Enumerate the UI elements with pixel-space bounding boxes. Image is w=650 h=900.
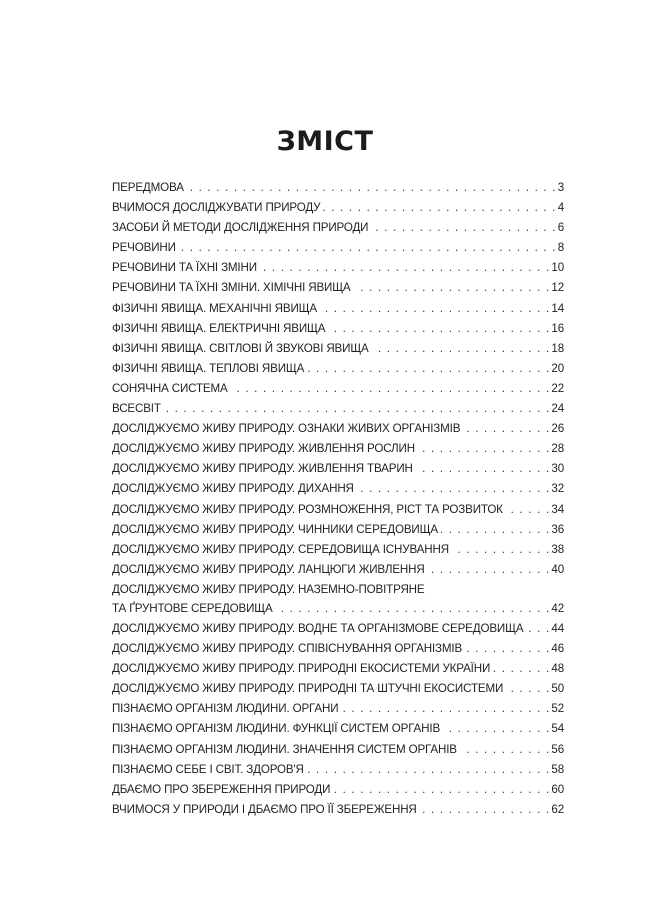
dot-leader — [506, 679, 550, 699]
toc-entry-title: РЕЧОВИНИ ТА ЇХНІ ЗМІНИ — [112, 261, 257, 275]
dot-leader — [276, 599, 551, 619]
toc-entry-page: 20 — [551, 361, 564, 375]
toc-entry-page: 12 — [551, 281, 564, 295]
toc-entry-title: ДОСЛІДЖУЄМО ЖИВУ ПРИРОДУ. ПРИРОДНІ ЕКОСИСТЕМИ УКРАЇНИ — [112, 662, 491, 676]
dot-leader — [333, 780, 550, 800]
dot-leader — [323, 198, 556, 218]
toc-entry[interactable] — [112, 800, 564, 820]
toc-entry-page: 54 — [551, 722, 564, 736]
toc-entry-title: ДОСЛІДЖУЄМО ЖИВУ ПРИРОДУ. РОЗМНОЖЕННЯ, РІСТ ТА РОЗВИТОК — [112, 502, 503, 516]
toc-entry[interactable] — [112, 339, 564, 359]
toc-entry-title: ПЕРЕДМОВА — [112, 181, 184, 194]
toc-entry-title: ДОСЛІДЖУЄМО ЖИВУ ПРИРОДУ. ВОДНЕ ТА ОРГАНІЗМОВЕ СЕРЕДОВИЩА — [112, 621, 524, 635]
toc-entry-title: РЕЧОВИНИ — [112, 241, 176, 255]
toc-entry-page: 16 — [551, 321, 564, 335]
toc-entry-page: 6 — [557, 221, 564, 235]
dot-leader — [420, 800, 551, 820]
toc-entry[interactable] — [112, 619, 564, 639]
toc-entry[interactable] — [112, 719, 564, 739]
toc-entry-title: ФІЗИЧНІ ЯВИЩА. ТЕПЛОВІ ЯВИЩА — [112, 361, 305, 375]
toc-entry[interactable] — [112, 198, 564, 218]
toc-entry-title: ДОСЛІДЖУЄМО ЖИВУ ПРИРОДУ. ОЗНАКИ ЖИВИХ ОРГАНІЗМІВ — [112, 422, 461, 436]
toc-entry-page: 14 — [551, 301, 564, 315]
dot-leader — [526, 619, 550, 639]
toc-entry-page: 4 — [557, 201, 564, 215]
dot-leader — [354, 279, 551, 299]
toc-entry-page: 50 — [551, 682, 564, 696]
dot-leader — [443, 720, 550, 740]
toc-entry-title-line2: ТА ҐРУНТОВЕ СЕРЕДОВИЩА — [112, 601, 273, 615]
dot-leader — [463, 419, 550, 439]
toc-entry-page: 8 — [557, 241, 564, 255]
toc-entry[interactable] — [112, 258, 564, 278]
dot-leader — [260, 258, 550, 278]
toc-entry-title: СОНЯЧНА СИСТЕМА — [112, 381, 228, 395]
dot-leader — [328, 319, 550, 339]
toc-entry-title: ФІЗИЧНІ ЯВИЩА. СВІТЛОВІ Й ЗВУКОВІ ЯВИЩА — [112, 341, 369, 355]
toc-entry[interactable] — [112, 699, 564, 719]
toc-entry-title: ДОСЛІДЖУЄМО ЖИВУ ПРИРОДУ. СПІВІСНУВАННЯ ОРГАНІЗМІВ — [112, 642, 463, 656]
toc-entry[interactable] — [112, 218, 564, 238]
toc-entry[interactable] — [112, 299, 564, 319]
toc-entry[interactable] — [112, 560, 564, 580]
toc-entry-page: 48 — [551, 662, 564, 676]
toc-entry-title: ПІЗНАЄМО ОРГАНІЗМ ЛЮДИНИ. ФУНКЦІЇ СИСТЕМ ОРГАНІВ — [112, 722, 441, 736]
toc-entry[interactable] — [112, 479, 564, 499]
dot-leader — [460, 740, 551, 760]
toc-entry-title: ПІЗНАЄМО ОРГАНІЗМ ЛЮДИНИ. ОРГАНИ — [112, 702, 339, 716]
toc-entry[interactable] — [112, 459, 564, 479]
toc-entry[interactable] — [112, 740, 564, 760]
dot-leader — [231, 379, 551, 399]
toc-entry[interactable] — [112, 178, 564, 198]
toc-entry-page: 44 — [551, 621, 564, 635]
toc-entry-page: 46 — [551, 642, 564, 656]
toc-entry[interactable] — [112, 540, 564, 560]
toc-entry-page: 62 — [551, 802, 564, 816]
page-title: ЗМІСТ — [276, 126, 374, 158]
toc-entry-page: 36 — [551, 522, 564, 536]
toc-entry-page: 28 — [551, 442, 564, 456]
toc-entry-title: ВЧИМОСЯ У ПРИРОДИ І ДБАЄМО ПРО ЇЇ ЗБЕРЕЖЕННЯ — [112, 802, 417, 816]
dot-leader — [372, 339, 551, 359]
toc-entry[interactable] — [112, 319, 564, 339]
toc-entry-title: ПІЗНАЄМО ОРГАНІЗМ ЛЮДИНИ. ЗНАЧЕННЯ СИСТЕМ ОРГАНІВ — [112, 742, 457, 756]
dot-leader — [187, 178, 557, 198]
toc-entry[interactable] — [112, 760, 564, 780]
toc-entry-page: 22 — [551, 381, 564, 395]
toc-entry[interactable] — [112, 399, 564, 419]
toc-entry-title: ЗАСОБИ Й МЕТОДИ ДОСЛІДЖЕННЯ ПРИРОДИ — [112, 221, 369, 235]
toc-entry-page: 24 — [551, 402, 564, 416]
dot-leader — [428, 560, 551, 580]
toc-entry[interactable] — [112, 278, 564, 298]
toc-entry-page: 42 — [551, 601, 564, 615]
toc-entry-title: ДОСЛІДЖУЄМО ЖИВУ ПРИРОДУ. ЖИВЛЕННЯ РОСЛИН — [112, 442, 415, 456]
dot-leader — [506, 500, 551, 520]
toc-entry[interactable] — [112, 580, 564, 619]
toc-entry-title: РЕЧОВИНИ ТА ЇХНІ ЗМІНИ. ХІМІЧНІ ЯВИЩА — [112, 281, 351, 295]
toc-entry[interactable] — [112, 679, 564, 699]
toc-entry[interactable] — [112, 359, 564, 379]
toc-entry-title: ДБАЄМО ПРО ЗБЕРЕЖЕННЯ ПРИРОДИ — [112, 782, 331, 796]
toc-entry-title-line1: ДОСЛІДЖУЄМО ЖИВУ ПРИРОДУ. НАЗЕМНО-ПОВІТРЯНЕ — [112, 582, 425, 596]
toc-entry-title: ДОСЛІДЖУЄМО ЖИВУ ПРИРОДУ. СЕРЕДОВИЩА ІСНУВАННЯ — [112, 542, 449, 556]
toc-entry-page: 26 — [551, 422, 564, 436]
toc-entry-page: 38 — [551, 542, 564, 556]
dot-leader — [465, 639, 550, 659]
toc-entry-title: ДОСЛІДЖУЄМО ЖИВУ ПРИРОДУ. ЛАНЦЮГИ ЖИВЛЕННЯ — [112, 562, 425, 576]
toc-entry-title: ДОСЛІДЖУЄМО ЖИВУ ПРИРОДУ. ПРИРОДНІ ТА ШТУЧНІ ЕКОСИСТЕМИ — [112, 682, 504, 696]
toc-entry-page: 30 — [551, 462, 564, 476]
toc-entry[interactable] — [112, 639, 564, 659]
toc-entry-title: ДОСЛІДЖУЄМО ЖИВУ ПРИРОДУ. ДИХАННЯ — [112, 482, 354, 496]
toc-entry-page: 10 — [551, 261, 564, 275]
toc-entry-page: 56 — [551, 742, 564, 756]
toc-entry[interactable] — [112, 780, 564, 800]
toc-entry-title: ВЧИМОСЯ ДОСЛІДЖУВАТИ ПРИРОДУ — [112, 201, 321, 215]
toc-entry[interactable] — [112, 439, 564, 459]
toc-entry-page: 34 — [551, 502, 564, 516]
toc-entry[interactable] — [112, 500, 564, 520]
toc-entry-page: 40 — [551, 562, 564, 576]
dot-leader — [164, 399, 551, 419]
toc-entry-page: 60 — [551, 782, 564, 796]
toc-entry-title: ПІЗНАЄМО СЕБЕ І СВІТ. ЗДОРОВ'Я — [112, 762, 304, 776]
toc-entry[interactable] — [112, 659, 564, 679]
toc-entry[interactable] — [112, 419, 564, 439]
toc-entry-title: ФІЗИЧНІ ЯВИЩА. МЕХАНІЧНІ ЯВИЩА — [112, 301, 317, 315]
toc-entry[interactable] — [112, 379, 564, 399]
toc-entry-page: 52 — [551, 702, 564, 716]
toc-entry-title: ДОСЛІДЖУЄМО ЖИВУ ПРИРОДУ. ЧИННИКИ СЕРЕДОВИЩА — [112, 522, 438, 536]
toc-entry-page: 18 — [551, 341, 564, 355]
toc-entry-title: ВСЕСВІТ — [112, 402, 161, 416]
toc-entry[interactable] — [112, 238, 564, 258]
toc-entry-page: 58 — [551, 762, 564, 776]
toc-entry-page: 3 — [557, 181, 564, 194]
dot-leader — [371, 218, 556, 238]
toc-entry-title: ФІЗИЧНІ ЯВИЩА. ЕЛЕКТРИЧНІ ЯВИЩА — [112, 321, 326, 335]
dot-leader — [307, 760, 551, 780]
dot-leader — [418, 439, 550, 459]
dot-leader — [493, 659, 550, 679]
dot-leader — [452, 540, 550, 560]
dot-leader — [441, 520, 550, 540]
toc-entry[interactable] — [112, 520, 564, 540]
dot-leader — [320, 299, 550, 319]
table-of-contents — [112, 178, 564, 820]
toc-entry-page: 32 — [551, 482, 564, 496]
dot-leader — [416, 459, 551, 479]
toc-entry-title: ДОСЛІДЖУЄМО ЖИВУ ПРИРОДУ. ЖИВЛЕННЯ ТВАРИН — [112, 462, 413, 476]
dot-leader — [357, 480, 551, 500]
dot-leader — [307, 359, 550, 379]
dot-leader — [179, 238, 557, 258]
dot-leader — [341, 699, 550, 719]
